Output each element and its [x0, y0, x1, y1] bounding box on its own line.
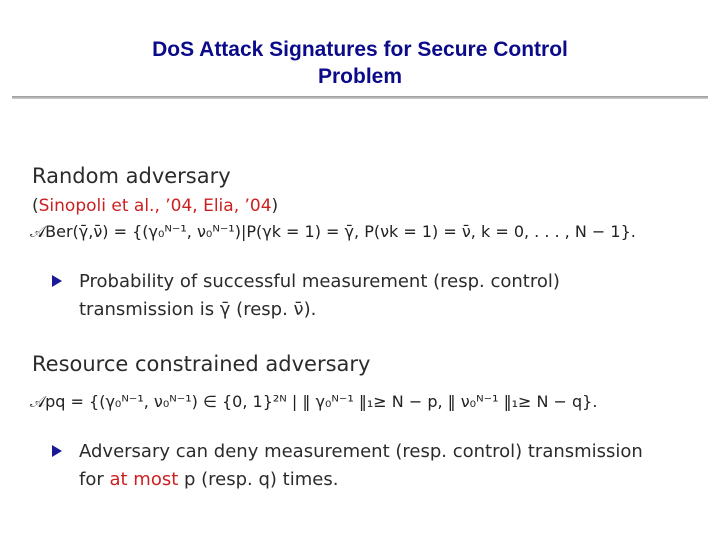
reference-open-paren: ( [32, 196, 39, 216]
title-divider [12, 96, 708, 99]
resource-adversary-heading: Resource constrained adversary [32, 352, 371, 376]
bullet-line-1: Probability of successful measurement (resp. control) [79, 271, 560, 292]
random-adversary-formula: 𝒜Ber(γ̄,ν̄) = {(γ₀ᴺ⁻¹, ν₀ᴺ⁻¹)|P(γk = 1) = γ̄, P(νk = 1) = ν̄, k = 0, . . . , N − 1}. [30, 222, 636, 241]
bullet-text [79, 438, 643, 494]
random-adversary-heading: Random adversary [32, 164, 231, 188]
bullet-triangle-icon [52, 275, 62, 287]
bullet-text [79, 268, 560, 324]
bullet-line-2-emphasis: at most [109, 469, 179, 490]
reference-citation: Sinopoli et al., ’04, Elia, ’04 [38, 196, 272, 216]
resource-adversary-formula: 𝒜pq = {(γ₀ᴺ⁻¹, ν₀ᴺ⁻¹) ∈ {0, 1}²ᴺ | ‖ γ₀ᴺ⁻¹ ‖₁≥ N − p, ‖ ν₀ᴺ⁻¹ ‖₁≥ N − q}. [30, 392, 598, 411]
bullet-line-1: Adversary can deny measurement (resp. control) transmission [79, 441, 643, 462]
bullet-line-2: transmission is γ̄ (resp. ν̄). [79, 299, 317, 320]
slide-title [0, 36, 720, 90]
reference-close-paren: ) [271, 196, 279, 216]
bullet-triangle-icon [52, 445, 62, 457]
slide-title-line-1: DoS Attack Signatures for Secure Control [152, 38, 568, 61]
slide-title-line-2: Problem [317, 65, 403, 88]
random-adversary-reference [32, 196, 278, 216]
bullet-line-2-suffix: p (resp. q) times. [178, 469, 339, 490]
bullet-line-2-prefix: for [79, 469, 110, 490]
